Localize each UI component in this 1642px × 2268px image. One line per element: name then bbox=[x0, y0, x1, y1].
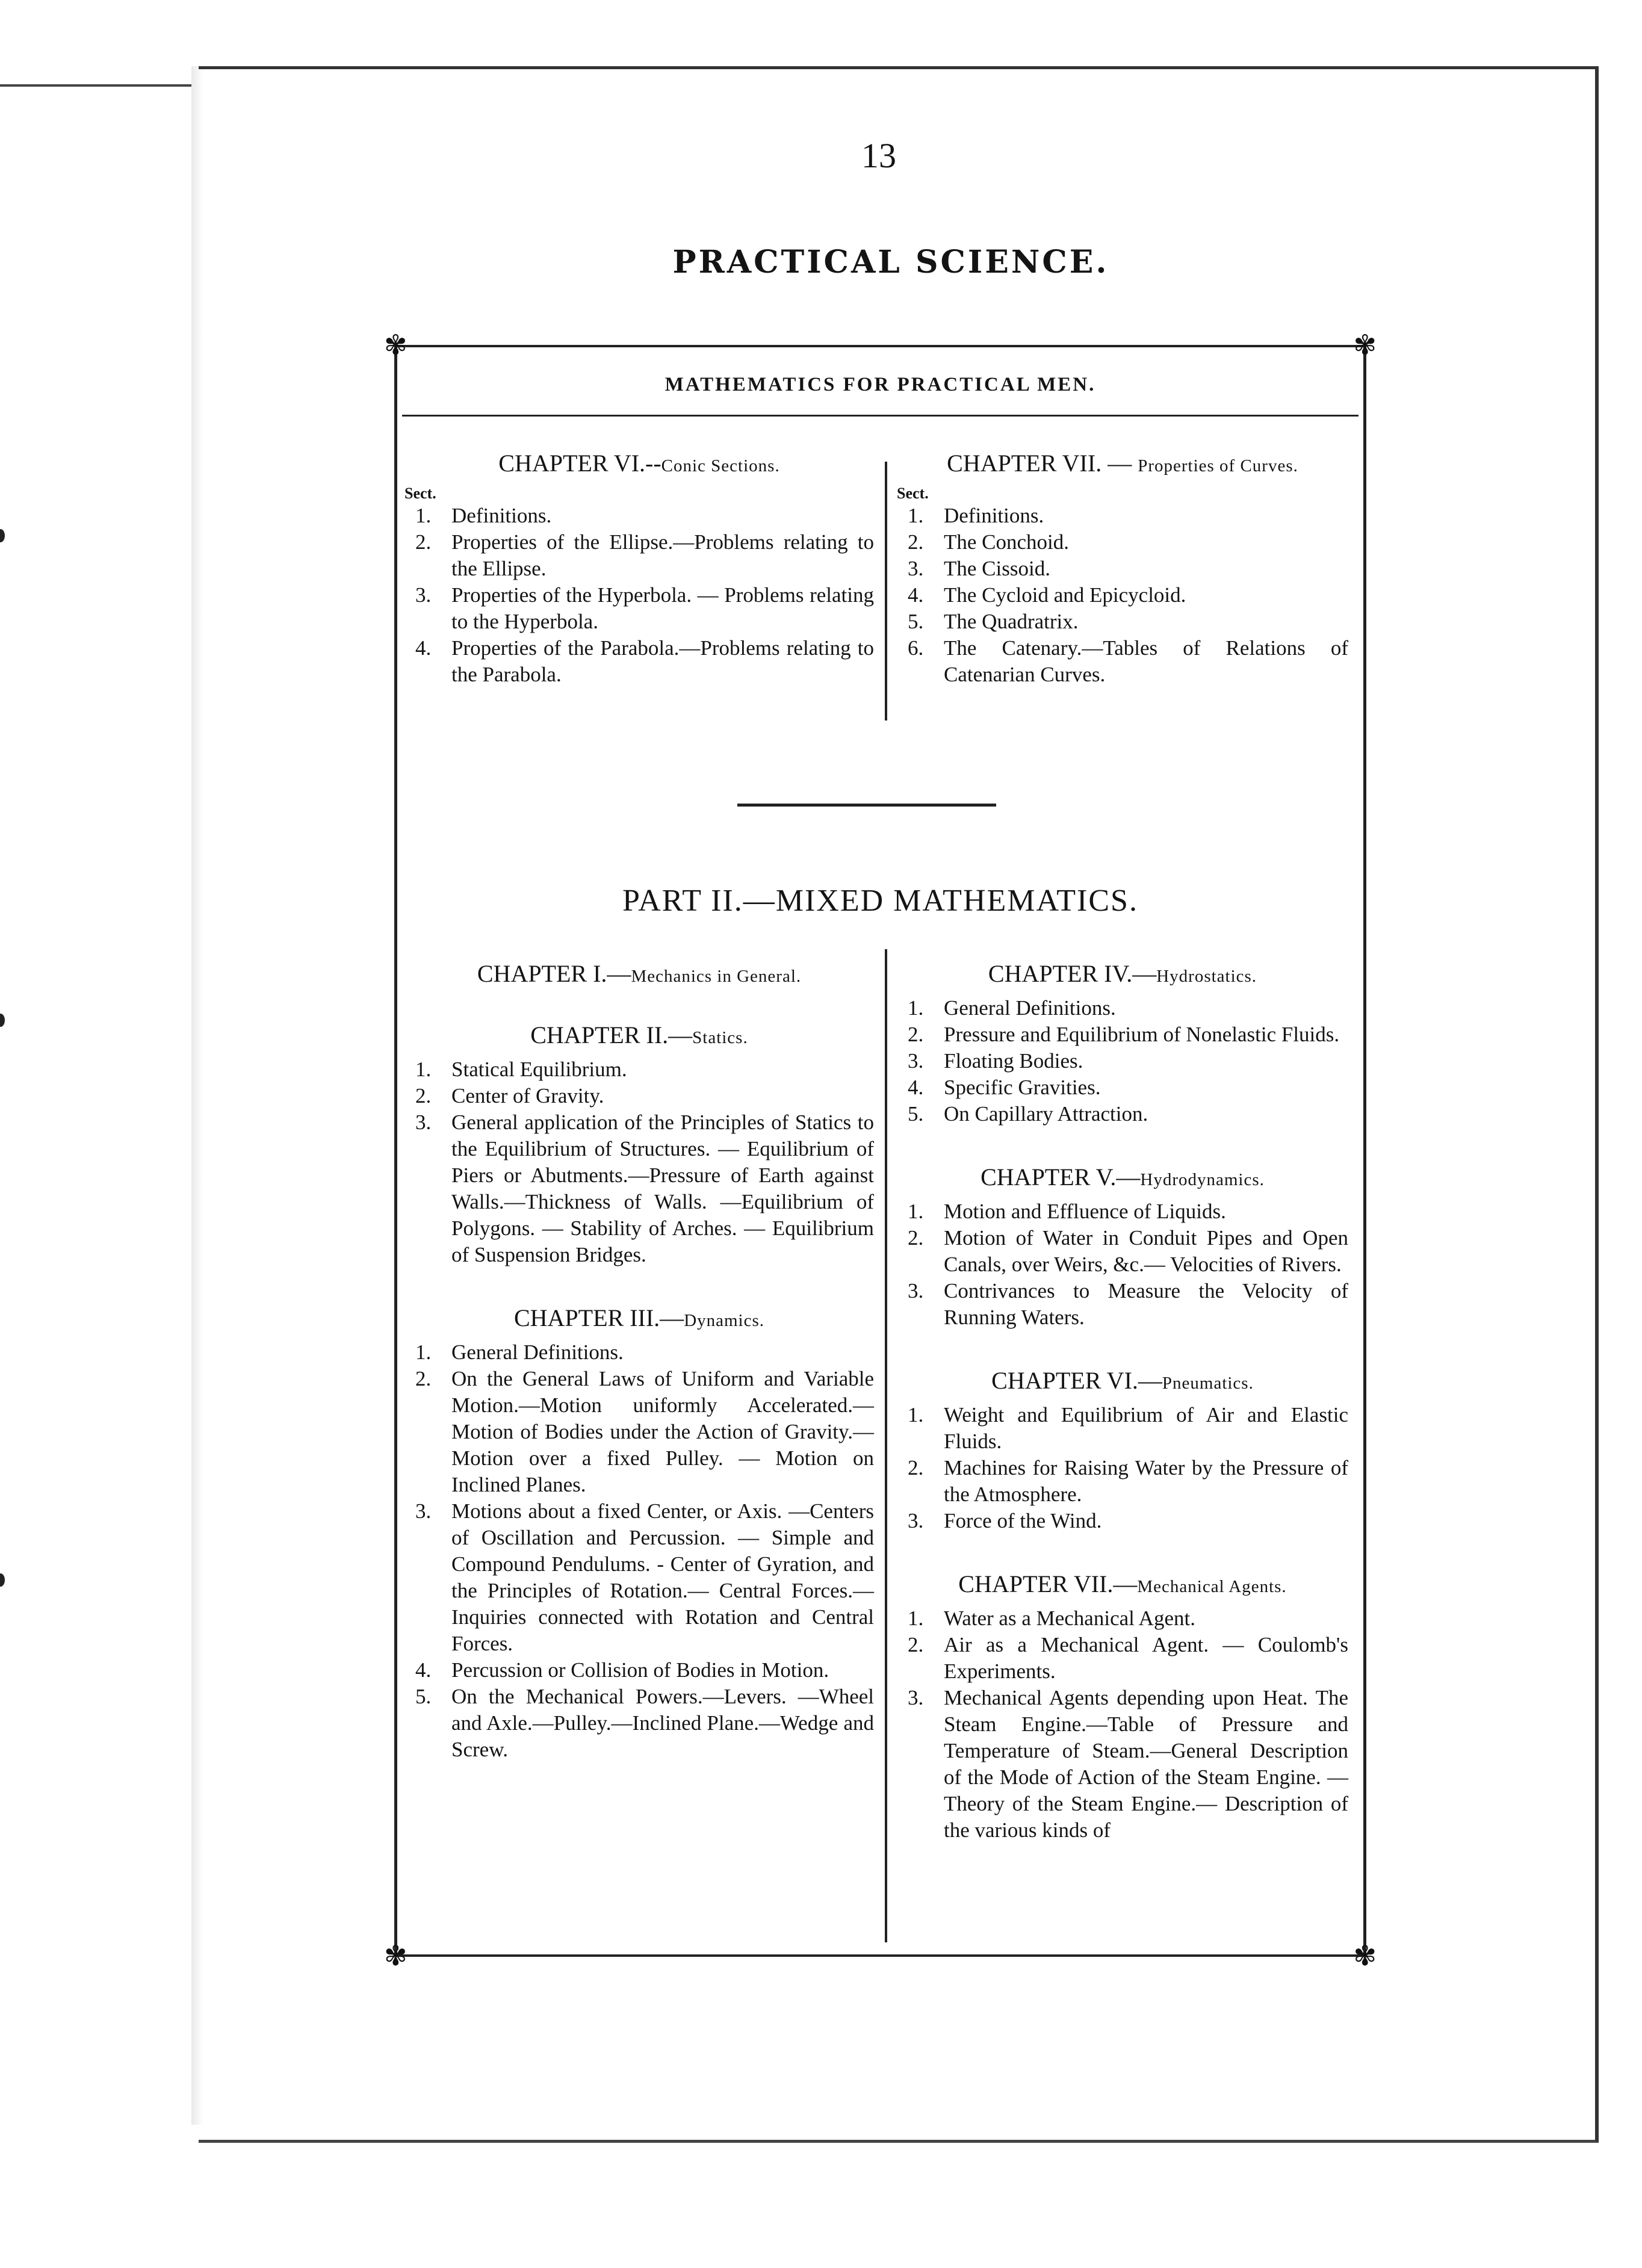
list-item bbox=[404, 529, 874, 582]
part1-right-column bbox=[897, 450, 1348, 688]
spacer bbox=[404, 1268, 874, 1304]
list-item bbox=[897, 529, 1348, 556]
item-number: 2. bbox=[908, 530, 924, 554]
item-text: Center of Gravity. bbox=[451, 1084, 604, 1108]
item-text: Contrivances to Measure the Velocity of Running Waters. bbox=[944, 1279, 1348, 1329]
item-number: 2. bbox=[415, 1367, 432, 1390]
chapter-number: CHAPTER V.— bbox=[981, 1163, 1141, 1191]
item-text: Water as a Mechanical Agent. bbox=[944, 1606, 1195, 1630]
spacer bbox=[897, 1534, 1348, 1570]
list-item bbox=[897, 1101, 1348, 1127]
list-item bbox=[897, 582, 1348, 609]
item-text: The Cissoid. bbox=[944, 557, 1050, 580]
chapter-title: Dynamics. bbox=[684, 1311, 765, 1330]
section-rule bbox=[737, 804, 996, 807]
margin-ornament bbox=[0, 529, 5, 542]
list-item bbox=[897, 995, 1348, 1021]
corner-ornament-icon: ✾ bbox=[1353, 330, 1377, 361]
sect-label: Sect. bbox=[897, 485, 929, 502]
section-list bbox=[404, 503, 874, 688]
section-list bbox=[897, 1605, 1348, 1844]
item-number: 4. bbox=[415, 1658, 432, 1682]
item-number: 4. bbox=[415, 636, 432, 660]
item-text: Definitions. bbox=[451, 504, 552, 527]
spacer bbox=[404, 995, 874, 1021]
item-number: 1. bbox=[415, 1058, 432, 1081]
section-list bbox=[897, 1198, 1348, 1331]
item-number: 5. bbox=[908, 610, 924, 633]
item-text: Motions about a fixed Center, or Axis. —Centers of Oscillation and Percussion. — Simple and Compound Pendulums. - Center of Gyration, and the Principles of Rotation.— Central Forces.—Inquiries connected with Rotation and Central Forces. bbox=[451, 1499, 874, 1655]
item-text: General application of the Principles of Statics to the Equilibrium of Structures. — Equilibrium of Piers or Abutments.—Pressure of Earth against Walls.—Thickness of Walls. —Equilibrium of Polygons. — Stability of Arches. — Equilibrium of Suspension Bridges. bbox=[451, 1111, 874, 1266]
item-text: General Definitions. bbox=[944, 996, 1116, 1020]
list-item bbox=[404, 1109, 874, 1268]
part1-left-column bbox=[404, 450, 874, 688]
chapter-number: CHAPTER IV.— bbox=[988, 960, 1157, 987]
chapter-title: Hydrodynamics. bbox=[1140, 1170, 1265, 1189]
list-item bbox=[897, 1048, 1348, 1074]
running-head: PRACTICAL SCIENCE. bbox=[672, 244, 1109, 280]
item-text: On the Mechanical Powers.—Levers. —Wheel and Axle.—Pulley.—Inclined Plane.—Wedge and Screw. bbox=[451, 1685, 874, 1761]
list-item bbox=[404, 582, 874, 635]
item-number: 3. bbox=[908, 557, 924, 580]
column-divider bbox=[885, 462, 887, 720]
box-title: MATHEMATICS FOR PRACTICAL MEN. bbox=[665, 374, 1096, 395]
item-number: 5. bbox=[415, 1685, 432, 1708]
chapter-heading bbox=[897, 1163, 1348, 1194]
item-number: 4. bbox=[908, 583, 924, 607]
item-number: 3. bbox=[908, 1049, 924, 1073]
section-list bbox=[404, 1339, 874, 1763]
margin-ornament bbox=[0, 1573, 5, 1587]
section-list bbox=[404, 1056, 874, 1268]
item-number: 2. bbox=[415, 530, 432, 554]
item-number: 6. bbox=[908, 636, 924, 660]
list-item bbox=[404, 503, 874, 529]
corner-ornament-icon: ✾ bbox=[384, 1941, 407, 1971]
list-item bbox=[404, 1083, 874, 1109]
item-number: 3. bbox=[908, 1686, 924, 1709]
list-item bbox=[897, 1225, 1348, 1278]
list-item bbox=[897, 1278, 1348, 1331]
facing-page-edge bbox=[0, 84, 196, 2109]
chapter-title: Conic Sections. bbox=[661, 456, 780, 476]
chapter-heading bbox=[404, 450, 874, 480]
item-text: On the General Laws of Uniform and Variable Motion.—Motion uniformly Accelerated.—Motion of Bodies under the Action of Gravity.—Motion over a fixed Pulley. — Motion on Inclined Planes. bbox=[451, 1367, 874, 1496]
list-item bbox=[897, 556, 1348, 582]
item-number: 3. bbox=[415, 583, 432, 607]
item-text: Floating Bodies. bbox=[944, 1049, 1083, 1073]
item-text: Definitions. bbox=[944, 504, 1044, 527]
corner-ornament-icon: ✾ bbox=[1353, 1941, 1377, 1971]
chapter-title: Mechanical Agents. bbox=[1137, 1577, 1287, 1596]
spacer bbox=[897, 1331, 1348, 1367]
item-number: 1. bbox=[415, 504, 432, 527]
list-item bbox=[404, 1056, 874, 1083]
item-number: 2. bbox=[908, 1456, 924, 1479]
sect-label: Sect. bbox=[404, 485, 436, 502]
list-item bbox=[897, 1508, 1348, 1534]
item-text: Motion and Effluence of Liquids. bbox=[944, 1200, 1226, 1223]
item-number: 1. bbox=[908, 1403, 924, 1427]
item-text: Statical Equilibrium. bbox=[451, 1058, 627, 1081]
item-text: The Catenary.—Tables of Relations of Catenarian Curves. bbox=[944, 636, 1348, 686]
column-divider bbox=[885, 949, 887, 1942]
chapter-title: Pneumatics. bbox=[1162, 1374, 1254, 1393]
item-text: The Conchoid. bbox=[944, 530, 1070, 554]
list-item bbox=[404, 1366, 874, 1498]
corner-ornament-icon: ✾ bbox=[384, 330, 407, 361]
item-text: Machines for Raising Water by the Pressure of the Atmosphere. bbox=[944, 1456, 1348, 1506]
chapter-number: CHAPTER I.— bbox=[477, 960, 631, 987]
item-text: Motion of Water in Conduit Pipes and Open Canals, over Weirs, &c.— Velocities of Rivers. bbox=[944, 1226, 1348, 1276]
list-item bbox=[897, 1685, 1348, 1844]
item-text: Mechanical Agents depending upon Heat. The Steam Engine.—Table of Pressure and Temperature of Steam.—General Description of the Mode of Action of the Steam Engine. —Theory of the Steam Engine.— Description of the various kinds of bbox=[944, 1686, 1348, 1842]
part2-right-column bbox=[897, 960, 1348, 1844]
chapter-heading bbox=[404, 1021, 874, 1052]
item-number: 5. bbox=[908, 1102, 924, 1126]
list-item bbox=[897, 1455, 1348, 1508]
item-number: 1. bbox=[908, 1200, 924, 1223]
item-number: 1. bbox=[908, 504, 924, 527]
list-item bbox=[897, 1021, 1348, 1048]
chapter-title: Properties of Curves. bbox=[1138, 456, 1298, 476]
chapter-heading bbox=[897, 1570, 1348, 1600]
item-text: Properties of the Parabola.—Problems relating to the Parabola. bbox=[451, 636, 874, 686]
item-text: Air as a Mechanical Agent. — Coulomb's Experiments. bbox=[944, 1633, 1348, 1683]
list-item bbox=[404, 1498, 874, 1657]
item-number: 2. bbox=[908, 1633, 924, 1656]
item-number: 1. bbox=[908, 1606, 924, 1630]
margin-ornament bbox=[0, 1014, 5, 1027]
list-item bbox=[897, 1605, 1348, 1632]
title-rule bbox=[402, 415, 1359, 417]
list-item bbox=[897, 1632, 1348, 1685]
chapter-title: Mechanics in General. bbox=[631, 967, 802, 986]
list-item bbox=[404, 1339, 874, 1366]
list-item bbox=[897, 1402, 1348, 1455]
list-item bbox=[404, 1684, 874, 1763]
item-text: Specific Gravities. bbox=[944, 1076, 1101, 1099]
item-text: General Definitions. bbox=[451, 1340, 624, 1364]
item-text: Pressure and Equilibrium of Nonelastic Fluids. bbox=[944, 1023, 1340, 1046]
list-item bbox=[897, 1074, 1348, 1101]
item-text: Properties of the Hyperbola. — Problems relating to the Hyperbola. bbox=[451, 583, 874, 633]
item-number: 4. bbox=[908, 1076, 924, 1099]
chapter-heading bbox=[404, 960, 874, 990]
item-text: The Quadratrix. bbox=[944, 610, 1079, 633]
item-number: 3. bbox=[415, 1499, 432, 1523]
item-number: 2. bbox=[908, 1023, 924, 1046]
chapter-number: CHAPTER VI.-- bbox=[498, 450, 661, 477]
item-number: 3. bbox=[415, 1111, 432, 1134]
item-number: 1. bbox=[415, 1340, 432, 1364]
item-text: On Capillary Attraction. bbox=[944, 1102, 1148, 1126]
chapter-number: CHAPTER VII.— bbox=[958, 1570, 1138, 1597]
item-text: Force of the Wind. bbox=[944, 1509, 1102, 1532]
item-text: Properties of the Ellipse.—Problems relating to the Ellipse. bbox=[451, 530, 874, 580]
chapter-heading bbox=[897, 450, 1348, 480]
section-list bbox=[897, 1402, 1348, 1534]
list-item bbox=[404, 1657, 874, 1684]
item-number: 2. bbox=[415, 1084, 432, 1108]
chapter-heading bbox=[897, 960, 1348, 990]
chapter-number: CHAPTER II.— bbox=[530, 1021, 693, 1049]
chapter-number: CHAPTER III.— bbox=[513, 1304, 684, 1331]
page-number: 13 bbox=[861, 136, 896, 175]
chapter-title: Statics. bbox=[692, 1028, 748, 1047]
chapter-number: CHAPTER VI.— bbox=[991, 1367, 1162, 1394]
item-number: 3. bbox=[908, 1509, 924, 1532]
spacer bbox=[897, 1127, 1348, 1163]
list-item bbox=[897, 635, 1348, 688]
chapter-heading bbox=[897, 1367, 1348, 1397]
chapter-number: CHAPTER VII. — bbox=[947, 450, 1138, 477]
chapter-heading bbox=[404, 1304, 874, 1334]
chapter-title: Hydrostatics. bbox=[1156, 967, 1257, 986]
list-item bbox=[404, 635, 874, 688]
part2-left-column bbox=[404, 960, 874, 1763]
list-item bbox=[897, 503, 1348, 529]
item-text: The Cycloid and Epicycloid. bbox=[944, 583, 1186, 607]
item-number: 1. bbox=[908, 996, 924, 1020]
item-number: 3. bbox=[908, 1279, 924, 1303]
section-list bbox=[897, 995, 1348, 1127]
list-item bbox=[897, 609, 1348, 635]
item-text: Weight and Equilibrium of Air and Elastic Fluids. bbox=[944, 1403, 1348, 1453]
list-item bbox=[897, 1198, 1348, 1225]
part-title: PART II.—MIXED MATHEMATICS. bbox=[622, 884, 1138, 918]
item-text: Percussion or Collision of Bodies in Motion. bbox=[451, 1658, 829, 1682]
section-list bbox=[897, 503, 1348, 688]
item-number: 2. bbox=[908, 1226, 924, 1250]
contents-box bbox=[384, 330, 1377, 1971]
